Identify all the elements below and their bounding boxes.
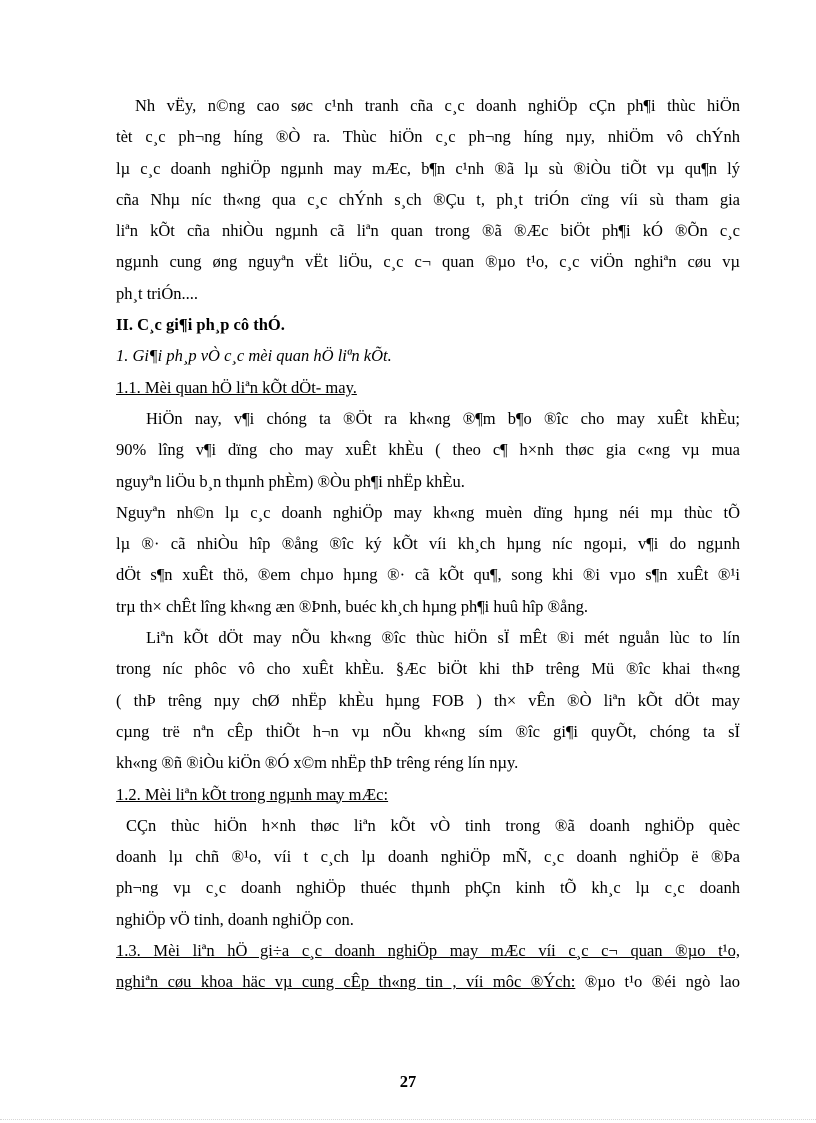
paragraph-line: ngµnh cung øng nguyªn vËt liÖu, c¸c c¬ quan ®µo t¹o, c¸c viÖn nghiªn cøu vµ	[116, 252, 740, 272]
paragraph-line: Liªn kÕt dÖt may nÕu kh«ng ®îc thùc hiÖn sÏ mÊt ®i mét nguån lùc to lín	[146, 628, 740, 648]
paragraph-line: kh«ng ®ñ ®iÒu kiÖn ®Ó x©m nhËp thÞ trêng réng lín nµy.	[116, 753, 519, 773]
subheading-1-3-text: 1.3. Mèi liªn hÖ gi÷a c¸c doanh nghiÖp may mÆc víi c¸c c¬ quan ®µo t¹o,	[116, 941, 740, 961]
page-content	[116, 90, 740, 998]
paragraph-line: ( thÞ trêng nµy chØ nhËp khÈu hµng FOB ) th× vÊn ®Ò liªn kÕt dÖt may	[116, 690, 740, 710]
paragraph-line: ph¸t triÓn....	[116, 283, 199, 303]
subheading-1-3-tail: ®µo t¹o ®éi ngò lao	[575, 972, 740, 992]
subheading-1-3-continued	[116, 966, 740, 997]
paragraph-line: ph¬ng vµ c¸c doanh nghiÖp thuéc thµnh phÇn kinh tÕ kh¸c lµ c¸c doanh	[116, 878, 740, 898]
subheading-1-3	[116, 935, 740, 966]
subheading-1-3-underlined-part: nghiªn cøu khoa häc vµ cung cÊp th«ng tin , víi môc ®Ých:	[116, 972, 576, 992]
paragraph-line: Nguyªn nh©n lµ c¸c doanh nghiÖp may kh«ng muèn dïng hµng néi mµ thùc tÕ	[116, 502, 740, 522]
subsection-heading: 1. Gi¶i ph¸p vÒ c¸c mèi quan hÖ liªn kÕt.	[116, 346, 392, 366]
paragraph-line: lµ ®· cã nhiÒu hîp ®ång ®îc ký kÕt víi kh¸ch hµng níc ngoµi, v¶i do ngµnh	[116, 534, 740, 554]
paragraph-line: nguyªn liÖu b¸n thµnh phÈm) ®Òu ph¶i nhËp khÈu.	[116, 471, 465, 491]
paragraph-line: liªn kÕt cña nhiÒu ngµnh cã liªn quan trong ®ã ®Æc biÖt ph¶i kÓ ®Õn c¸c	[116, 221, 740, 241]
paragraph-line: dÖt s¶n xuÊt thö, ®em chµo hµng ®· cã kÕt qu¶, song khi ®i vµo s¶n xuÊt ®¹i	[116, 565, 740, 585]
paragraph-line: lµ c¸c doanh nghiÖp ngµnh may mÆc, b¶n c¹nh ®ã lµ sù ®iÒu tiÕt vµ qu¶n lý	[116, 158, 740, 178]
subheading-1-1-text: 1.1. Mèi quan hÖ liªn kÕt dÖt- may.	[116, 377, 357, 397]
subheading-1-2-text: 1.2. Mèi liªn kÕt trong ngµnh may mÆc:	[116, 784, 389, 804]
page-bottom-rule	[0, 1119, 816, 1120]
paragraph-line: trµ th× chÊt lîng kh«ng æn ®Þnh, buéc kh¸ch hµng ph¶i huû hîp ®ång.	[116, 596, 588, 616]
subheading-1-2	[116, 779, 740, 810]
section-heading: II. C¸c gi¶i ph¸p cô thÓ.	[116, 315, 285, 335]
paragraph-line: tèt c¸c ph¬ng híng ®Ò ra. Thùc hiÖn c¸c ph¬ng híng nµy, nhiÖm vô chÝnh	[116, 127, 740, 147]
paragraph-line: cµng trë nªn cÊp thiÕt h¬n vµ nÕu kh«ng sím ®îc gi¶i quyÕt, chóng ta sÏ	[116, 721, 740, 741]
paragraph-line: Nh vËy, n©ng cao søc c¹nh tranh cña c¸c doanh nghiÖp cÇn ph¶i thùc hiÖn	[135, 96, 740, 115]
paragraph-line: doanh lµ chñ ®¹o, víi t c¸ch lµ doanh nghiÖp mÑ, c¸c doanh nghiÖp ë ®Þa	[116, 847, 740, 867]
paragraph-line: HiÖn nay, v¶i chóng ta ®Öt ra kh«ng ®¶m b¶o ®îc cho may xuÊt khÈu;	[146, 408, 740, 428]
paragraph-line: 90% lîng v¶i dïng cho may xuÊt khÈu ( theo c¶ h×nh thøc gia c«ng vµ mua	[116, 440, 740, 460]
page-number: 27	[399, 1072, 417, 1091]
paragraph-line: cña Nhµ níc th«ng qua c¸c chÝnh s¸ch ®Çu t, ph¸t triÓn cïng víi sù tham gia	[116, 189, 740, 209]
paragraph-line: nghiÖp vÖ tinh, doanh nghiÖp con.	[116, 909, 354, 929]
paragraph-line: CÇn thùc hiÖn h×nh thøc liªn kÕt vÒ tinh trong ®ã doanh nghiÖp quèc	[126, 815, 740, 835]
subheading-1-1	[116, 372, 740, 403]
paragraph-line: trong níc phôc vô cho xuÊt khÈu. §Æc biÖt khi thÞ trêng Mü ®îc khai th«ng	[116, 659, 740, 679]
